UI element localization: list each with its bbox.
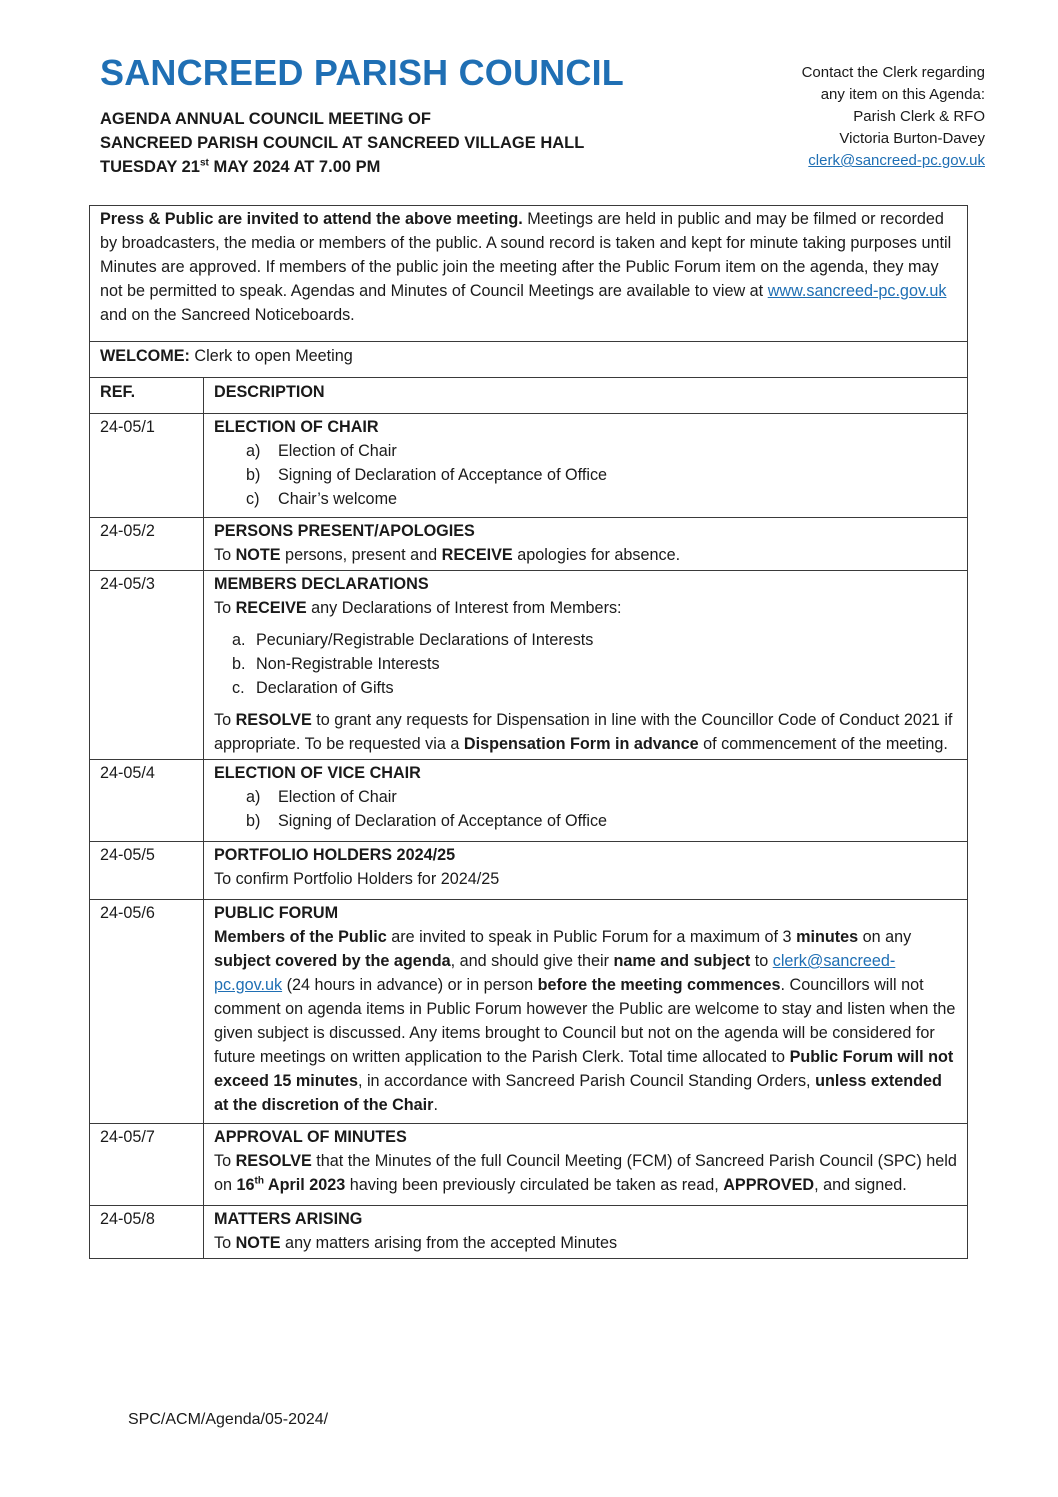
agenda-item (90, 1124, 968, 1206)
sub-item-list (214, 439, 957, 511)
contact-block (802, 62, 985, 172)
item-description (204, 518, 968, 571)
contact-role: Parish Clerk & RFO (853, 108, 985, 125)
welcome-row (90, 342, 968, 378)
welcome-text: WELCOME: Clerk to open Meeting (90, 342, 968, 378)
sub-item: b) Signing of Declaration of Acceptance of Office (246, 812, 608, 830)
sub-item: c) Chair’s welcome (246, 490, 398, 508)
item-text: To RESOLVE that the Minutes of the full Council Meeting (FCM) of Sancreed Parish Council (SPC) held on 16th April 2023 having been previously circulated be taken as read, APPROVED, and signed. (214, 1152, 957, 1194)
intro-row (90, 206, 968, 342)
intro-text: Press & Public are invited to attend the above meeting. Meetings are held in public and may be filmed or recorded by broadcasters, the media or members of the public. A sound record is taken and kept for minute taking purposes until Minutes are approved. If members of the public join the meeting after the Public Forum item on the agenda, they may not be permitted to speak. Agendas and Minutes of Council Meetings are available to view at www.sancreed-pc.gov.uk and on the Sancreed Noticeboards. (90, 206, 968, 342)
agenda-item (90, 842, 968, 900)
sub-item-list (214, 785, 957, 833)
item-text: To NOTE any matters arising from the accepted Minutes (214, 1234, 618, 1252)
item-description (204, 571, 968, 760)
sub-item: a) Election of Chair (246, 442, 397, 460)
contact-line: Contact the Clerk regarding (801, 64, 985, 81)
clerk-email-link[interactable]: clerk@sancreed-pc.gov.uk (214, 952, 896, 994)
document-reference: SPC/ACM/Agenda/05-2024/ (128, 1411, 329, 1428)
sub-item: b. Non-Registrable Interests (232, 655, 440, 673)
sub-item-list (214, 628, 957, 700)
item-text: To RECEIVE any Declarations of Interest from Members: (214, 599, 622, 617)
item-description (204, 1206, 968, 1259)
website-link[interactable]: www.sancreed-pc.gov.uk (767, 282, 947, 300)
item-text: To confirm Portfolio Holders for 2024/25 (214, 870, 500, 888)
agenda-item (90, 414, 968, 518)
item-title: ELECTION OF CHAIR (214, 418, 379, 436)
item-ref: 24-05/6 (90, 900, 204, 1124)
clerk-email-link[interactable]: clerk@sancreed-pc.gov.uk (808, 152, 985, 169)
sub-item: b) Signing of Declaration of Acceptance of Office (246, 466, 608, 484)
sub-item: c. Declaration of Gifts (232, 679, 394, 697)
item-title: ELECTION OF VICE CHAIR (214, 764, 421, 782)
agenda-item (90, 571, 968, 760)
item-title: PERSONS PRESENT/APOLOGIES (214, 522, 475, 540)
item-text: To RESOLVE to grant any requests for Dispensation in line with the Councillor Code of Conduct 2021 if appropriate. To be requested via a Dispensation Form in advance of commencement of the meeting. (214, 711, 953, 753)
agenda-item (90, 1206, 968, 1259)
subtitle-line: AGENDA ANNUAL COUNCIL MEETING OF (100, 110, 431, 128)
item-ref: 24-05/7 (90, 1124, 204, 1206)
table-header-row (90, 378, 968, 414)
item-title: PUBLIC FORUM (214, 904, 339, 922)
item-title: PORTFOLIO HOLDERS 2024/25 (214, 846, 456, 864)
sub-item: a) Election of Chair (246, 788, 397, 806)
agenda-item (90, 900, 968, 1124)
item-ref: 24-05/8 (90, 1206, 204, 1259)
agenda-item (90, 760, 968, 842)
item-ref: 24-05/2 (90, 518, 204, 571)
meeting-date: TUESDAY 21st MAY 2024 AT 7.00 PM (100, 157, 381, 176)
agenda-table (89, 205, 968, 1259)
item-ref: 24-05/4 (90, 760, 204, 842)
item-ref: 24-05/3 (90, 571, 204, 760)
description-column-header: DESCRIPTION (204, 378, 968, 414)
item-ref: 24-05/5 (90, 842, 204, 900)
ref-column-header: REF. (90, 378, 204, 414)
item-title: APPROVAL OF MINUTES (214, 1128, 407, 1146)
item-description (204, 900, 968, 1124)
item-text: Members of the Public are invited to speak in Public Forum for a maximum of 3 minutes on any subject covered by the agenda, and should give their name and subject to clerk@sancreed-pc.gov.uk (24 hours in advance) or in person before the meeting commences. Councillors will not comment on agenda items in Public Forum however the Public are welcome to stay and listen when the given subject is discussed. Any items brought to Council but not on the agenda will be considered for future meetings on written application to the Parish Clerk. Total time allocated to Public Forum will not exceed 15 minutes, in accordance with Sancreed Parish Council Standing Orders, unless extended at the discretion of the Chair. (214, 928, 956, 1114)
item-text: To NOTE persons, present and RECEIVE apologies for absence. (214, 546, 681, 564)
item-description (204, 1124, 968, 1206)
item-description (204, 414, 968, 518)
item-ref: 24-05/1 (90, 414, 204, 518)
item-description (204, 760, 968, 842)
item-title: MEMBERS DECLARATIONS (214, 575, 429, 593)
contact-name: Victoria Burton-Davey (839, 130, 985, 147)
subtitle-line: SANCREED PARISH COUNCIL AT SANCREED VILLAGE HALL (100, 134, 585, 152)
meeting-subtitle (100, 107, 660, 179)
item-description (204, 842, 968, 900)
council-title: SANCREED PARISH COUNCIL (100, 52, 624, 93)
item-title: MATTERS ARISING (214, 1210, 363, 1228)
contact-line: any item on this Agenda: (820, 86, 985, 103)
sub-item: a. Pecuniary/Registrable Declarations of Interests (232, 631, 594, 649)
agenda-item (90, 518, 968, 571)
